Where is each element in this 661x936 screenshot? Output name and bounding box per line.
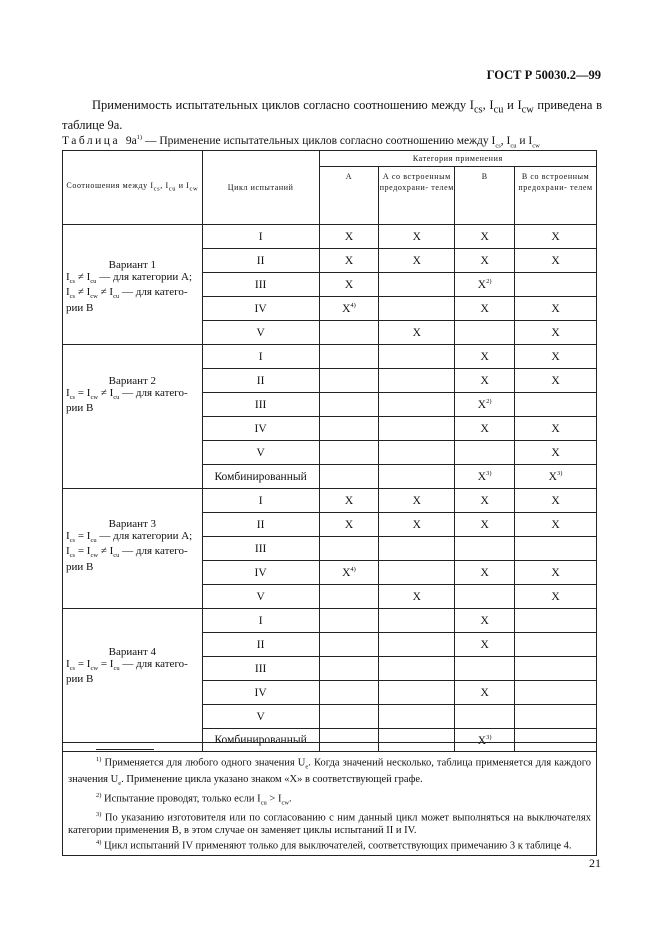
header-cat-a: А xyxy=(319,167,379,225)
mark-cell-af xyxy=(379,681,455,705)
cycle-cell: Комбинированный xyxy=(202,465,319,489)
mark-cell-a xyxy=(319,465,379,489)
table-row xyxy=(63,609,597,633)
mark-cell-af: X xyxy=(379,585,455,609)
cycle-cell: II xyxy=(202,369,319,393)
mark-cell-b: X xyxy=(455,609,515,633)
cycle-cell: I xyxy=(202,345,319,369)
mark-cell-b: X xyxy=(455,489,515,513)
caption-label: Таблица xyxy=(62,134,121,147)
cycle-cell: Комбинированный xyxy=(202,729,319,752)
mark-cell-b xyxy=(455,657,515,681)
mark-cell-bf xyxy=(515,273,597,297)
mark-cell-b: X xyxy=(455,633,515,657)
mark-cell-af xyxy=(379,441,455,465)
footnote: $^{2)}$ Испытание проводят, только если $I_{cu} > I_{cw}$. xyxy=(96,791,292,807)
mark-cell-bf: X xyxy=(515,561,597,585)
header-cat-a-fuse: А со встроенным предохрани- телем xyxy=(379,167,455,225)
cycle-cell: III xyxy=(202,657,319,681)
cycle-cell: III xyxy=(202,393,319,417)
mark-cell-b xyxy=(455,441,515,465)
mark-cell-bf: X xyxy=(515,297,597,321)
mark-cell-b xyxy=(455,705,515,729)
mark-cell-a xyxy=(319,369,379,393)
mark-cell-bf: X xyxy=(515,249,597,273)
mark-cell-a xyxy=(319,321,379,345)
cycle-cell: IV xyxy=(202,561,319,585)
mark-cell-b xyxy=(455,585,515,609)
mark-cell-af xyxy=(379,561,455,585)
caption-number: 9а xyxy=(125,134,137,147)
standard-number: ГОСТ Р 50030.2—99 xyxy=(486,68,601,82)
mark-cell-bf xyxy=(515,537,597,561)
mark-cell-bf: X xyxy=(515,321,597,345)
variant-condition: $I_{cs} = I_{cw} \ne I_{cu}$ — для катего- xyxy=(66,386,188,401)
table-row xyxy=(63,225,597,249)
mark-cell-bf: X xyxy=(515,369,597,393)
mark-cell-b: X xyxy=(455,561,515,585)
mark-cell-b: $X^{2)}$ xyxy=(455,393,515,417)
mark-cell-af xyxy=(379,537,455,561)
mark-cell-bf: X xyxy=(515,585,597,609)
mark-cell-af: X xyxy=(379,489,455,513)
mark-cell-a xyxy=(319,441,379,465)
cycle-cell: IV xyxy=(202,681,319,705)
cycle-cell: I xyxy=(202,225,319,249)
mark-cell-a xyxy=(319,345,379,369)
mark-cell-bf xyxy=(515,393,597,417)
variant-title: Вариант 3 xyxy=(108,518,157,530)
mark-cell-b: X xyxy=(455,345,515,369)
mark-cell-a: $X^{4)}$ xyxy=(319,561,379,585)
mark-cell-a xyxy=(319,609,379,633)
mark-cell-a xyxy=(319,393,379,417)
mark-cell-a xyxy=(319,705,379,729)
cycle-cell: I xyxy=(202,609,319,633)
table-caption xyxy=(62,134,607,149)
cycle-cell: V xyxy=(202,321,319,345)
variant-title: Вариант 1 xyxy=(108,259,157,271)
header-category: Категория применения xyxy=(319,151,596,167)
cycle-cell: II xyxy=(202,633,319,657)
variant-condition: $I_{cs} = I_{cw} \ne I_{cu}$ — для катего- xyxy=(66,545,188,560)
mark-cell-af xyxy=(379,345,455,369)
header-cat-b: В xyxy=(455,167,515,225)
cycle-cell: II xyxy=(202,249,319,273)
mark-cell-bf: X xyxy=(515,513,597,537)
variant-condition: рии В xyxy=(66,673,94,686)
mark-cell-b: $X^{3)}$ xyxy=(455,729,515,752)
mark-cell-bf xyxy=(515,633,597,657)
mark-cell-af xyxy=(379,297,455,321)
variant-condition: рии В xyxy=(66,560,94,573)
mark-cell-b: X xyxy=(455,369,515,393)
variant-cell xyxy=(63,489,203,609)
mark-cell-a xyxy=(319,657,379,681)
caption-text: — Применение испытательных циклов согласно соотношению между $I_{cs}$, $I_{cu}$ и $I_{cw}$ xyxy=(144,134,540,150)
mark-cell-a xyxy=(319,681,379,705)
mark-cell-af: X xyxy=(379,513,455,537)
mark-cell-a: X xyxy=(319,273,379,297)
mark-cell-a xyxy=(319,537,379,561)
variant-condition: $I_{cs} = I_{cw} = I_{cu}$ — для катего- xyxy=(66,657,188,672)
variant-condition: $I_{cs} = I_{cu}$ — для категории А; xyxy=(66,529,193,544)
page-number: 21 xyxy=(589,856,601,870)
mark-cell-a: X xyxy=(319,489,379,513)
mark-cell-bf xyxy=(515,705,597,729)
footnote: $^{1)}$ Применяется для любого одного значения $U_e$. Когда значений несколько, таблица применяется для каждого значения $U_e$. Применение цикла указано знаком «Х» в соответствующей графе. xyxy=(68,756,591,787)
footnote-rule xyxy=(96,749,154,750)
mark-cell-af xyxy=(379,633,455,657)
cycle-cell: IV xyxy=(202,297,319,321)
mark-cell-bf xyxy=(515,609,597,633)
mark-cell-b xyxy=(455,321,515,345)
mark-cell-af xyxy=(379,393,455,417)
mark-cell-b: X xyxy=(455,249,515,273)
mark-cell-af: X xyxy=(379,249,455,273)
footnote: $^{4)}$ Цикл испытаний IV применяют только для выключателей, соответствующих примечанию 3 к таблице 4. xyxy=(96,838,572,852)
intro-paragraph xyxy=(62,98,602,132)
mark-cell-b: X xyxy=(455,297,515,321)
variant-title: Вариант 2 xyxy=(108,375,157,387)
mark-cell-a: X xyxy=(319,249,379,273)
variant-condition: рии В xyxy=(66,402,94,415)
mark-cell-a: $X^{4)}$ xyxy=(319,297,379,321)
variant-cell xyxy=(63,225,203,345)
cycle-cell: II xyxy=(202,513,319,537)
variant-cell xyxy=(63,345,203,489)
footnote: $^{3)}$ По указанию изготовителя или по согласованию с ним данный цикл может выполняться на выключателях категории применения В, в этом случае он заменяет циклы испытаний II и IV. xyxy=(68,811,591,836)
mark-cell-bf xyxy=(515,657,597,681)
mark-cell-b xyxy=(455,537,515,561)
variant-condition: $I_{cs} \ne I_{cu}$ — для категории А; xyxy=(66,270,193,285)
table-row xyxy=(63,489,597,513)
mark-cell-b: X xyxy=(455,225,515,249)
mark-cell-af xyxy=(379,609,455,633)
cycle-cell: V xyxy=(202,441,319,465)
caption-mark: 1) xyxy=(136,134,143,141)
header-cat-b-fuse: В со встроенным предохрани- телем xyxy=(515,167,597,225)
cycle-cell: III xyxy=(202,537,319,561)
mark-cell-bf: X xyxy=(515,489,597,513)
mark-cell-b: X xyxy=(455,513,515,537)
mark-cell-a xyxy=(319,633,379,657)
cycle-cell: I xyxy=(202,489,319,513)
mark-cell-bf: $X^{3)}$ xyxy=(515,465,597,489)
intro-text: Применимость испытательных циклов согласно соотношению между $I_{cs}$, $I_{cu}$ и $I_{cw}$ приведена в таблице 9а. xyxy=(62,98,602,132)
mark-cell-bf: X xyxy=(515,225,597,249)
footnotes xyxy=(62,742,597,856)
mark-cell-a: X xyxy=(319,513,379,537)
mark-cell-af xyxy=(379,465,455,489)
mark-cell-af: X xyxy=(379,321,455,345)
mark-cell-af xyxy=(379,705,455,729)
mark-cell-af xyxy=(379,369,455,393)
variant-cell xyxy=(63,609,203,752)
cycle-cell: III xyxy=(202,273,319,297)
mark-cell-af: X xyxy=(379,225,455,249)
mark-cell-a: X xyxy=(319,225,379,249)
mark-cell-a xyxy=(319,585,379,609)
mark-cell-af xyxy=(379,657,455,681)
mark-cell-b: $X^{3)}$ xyxy=(455,465,515,489)
test-cycles-table xyxy=(62,150,597,752)
mark-cell-bf: X xyxy=(515,345,597,369)
variant-title: Вариант 4 xyxy=(108,646,157,658)
mark-cell-b: X xyxy=(455,681,515,705)
header-cycle: Цикл испытаний xyxy=(202,151,319,225)
mark-cell-bf: X xyxy=(515,441,597,465)
mark-cell-a xyxy=(319,417,379,441)
cycle-cell: IV xyxy=(202,417,319,441)
mark-cell-bf xyxy=(515,681,597,705)
header-ratio: Соотношения между $I_{cs}$, $I_{cu}$ и $I_{cw}$ xyxy=(63,151,203,225)
mark-cell-b: $X^{2)}$ xyxy=(455,273,515,297)
mark-cell-bf: X xyxy=(515,417,597,441)
cycle-cell: V xyxy=(202,585,319,609)
mark-cell-b: X xyxy=(455,417,515,441)
variant-condition: $I_{cs} \ne I_{cw} \ne I_{cu}$ — для катего- xyxy=(66,286,188,301)
mark-cell-af xyxy=(379,417,455,441)
variant-condition: рии В xyxy=(66,301,94,314)
table-row xyxy=(63,345,597,369)
mark-cell-af xyxy=(379,273,455,297)
cycle-cell: V xyxy=(202,705,319,729)
